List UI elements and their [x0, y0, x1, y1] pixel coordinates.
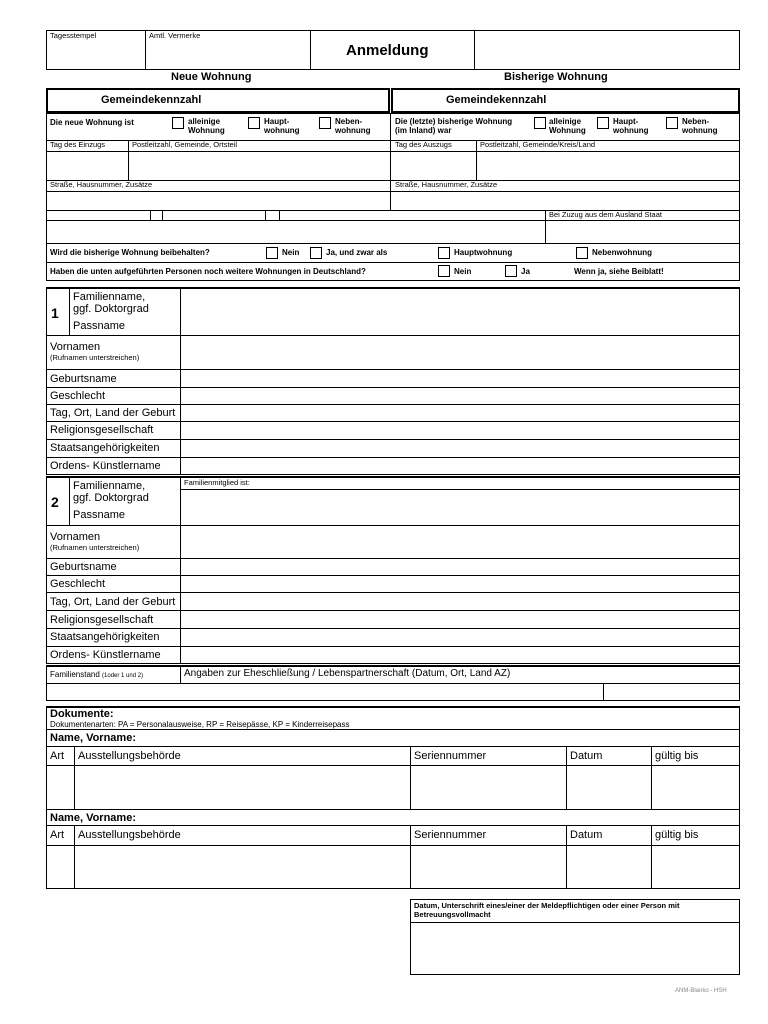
p2-religion-field[interactable]	[181, 611, 739, 628]
dok1-serie-header: Seriennummer	[414, 750, 487, 762]
weitere-wohnungen-question: Haben die unten aufgeführten Personen noch weitere Wohnungen in Deutschland?	[50, 267, 366, 276]
dok1-gueltig-header: gültig bis	[655, 750, 699, 762]
bisherige-war-label: Die (letzte) bisherige Wohnung (im Inland) war	[395, 117, 513, 135]
einzug-field[interactable]	[47, 152, 127, 179]
neben-alt-checkbox[interactable]	[666, 117, 678, 129]
haupt-alt-label: Haupt- wohnung	[613, 117, 649, 135]
weitere-nein-checkbox[interactable]	[438, 265, 450, 277]
dok2-datum-field[interactable]	[567, 846, 651, 888]
tick-162	[162, 210, 163, 220]
neue-wohnung-heading: Neue Wohnung	[171, 71, 252, 83]
p1-geburtsname-label: Geburtsname	[50, 373, 117, 385]
p1-rufnamen-label: (Rufnamen unterstreichen)	[50, 353, 140, 362]
dok-line-746	[46, 746, 740, 747]
dok2-name-label: Name, Vorname:	[50, 812, 136, 824]
gemeindekennzahl-alt-box[interactable]	[391, 88, 740, 113]
p2-geburt-label: Tag, Ort, Land der Geburt	[50, 596, 176, 608]
eheschliessung-label: Angaben zur Eheschließung / Lebenspartnerschaft (Datum, Ort, Land AZ)	[184, 668, 511, 679]
weitere-ja-label: Ja	[521, 267, 530, 276]
p1-religion-label: Religionsgesellschaft	[50, 424, 154, 436]
p2-rufnamen-label: (Rufnamen unterstreichen)	[50, 543, 140, 552]
p1-geschlecht-field[interactable]	[181, 388, 739, 404]
beiblatt-note: Wenn ja, siehe Beiblatt!	[574, 267, 664, 276]
hline-262	[46, 262, 740, 263]
beibehalten-haupt-label: Hauptwohnung	[454, 248, 513, 257]
familienstand-label	[50, 670, 143, 681]
p2-geburtsname-field[interactable]	[181, 559, 739, 575]
beibehalten-nein-label: Nein	[282, 248, 300, 257]
strasse-alt-field[interactable]	[392, 192, 739, 210]
familienstand-field[interactable]	[47, 684, 603, 700]
tick-150	[150, 210, 151, 220]
plz-neu-field[interactable]	[129, 152, 389, 179]
hline-243	[46, 243, 740, 244]
dokumente-title: Dokumente:	[50, 708, 114, 720]
p2-passname-label: Passname	[73, 509, 125, 521]
dok2-gueltig-header: gültig bis	[655, 829, 699, 841]
p1-geschlecht-label: Geschlecht	[50, 390, 106, 402]
p2-doktorgrad-label: ggf. Doktorgrad	[73, 492, 149, 504]
haupt-neu-checkbox[interactable]	[248, 117, 260, 129]
einzug-label: Tag des Einzugs	[50, 140, 106, 149]
plz-neu-label: Postleitzahl, Gemeinde, Ortsteil	[132, 140, 238, 149]
p2-orden-label: Ordens- Künstlername	[50, 649, 161, 661]
auszug-label: Tag des Auszugs	[395, 140, 452, 149]
haupt-neu-label: Haupt- wohnung	[264, 117, 300, 135]
header-divider-1	[145, 30, 146, 70]
dokumentenarten-label: Dokumentenarten: PA = Personalausweise, RP = Reisepässe, KP = Kinderreisepass	[50, 720, 350, 729]
dok1-behoerde-field[interactable]	[75, 766, 410, 809]
dok2-gueltig-field[interactable]	[652, 846, 739, 888]
vermerke-label: Amtl. Vermerke	[149, 31, 201, 40]
dok2-art-field[interactable]	[47, 846, 74, 888]
p1-vornamen-field[interactable]	[181, 336, 739, 369]
person-1-number: 1	[51, 305, 59, 321]
alleinige-alt-label: alleinige Wohnung	[549, 117, 586, 135]
p2-religion-label: Religionsgesellschaft	[50, 614, 154, 626]
p1-passname-label: Passname	[73, 320, 125, 332]
beibehalten-neben-label: Nebenwohnung	[592, 248, 652, 257]
tick-265	[265, 210, 266, 220]
gemeindekennzahl-neu-label: Gemeindekennzahl	[101, 94, 202, 106]
header-divider-2	[310, 30, 311, 70]
strasse-neu-field[interactable]	[47, 192, 389, 210]
dok2-serie-field[interactable]	[411, 846, 566, 888]
gemeindekennzahl-neu-box[interactable]	[46, 88, 390, 113]
p2-geschlecht-field[interactable]	[181, 576, 739, 592]
p2-geschlecht-label: Geschlecht	[50, 578, 106, 590]
beibehalten-haupt-checkbox[interactable]	[438, 247, 450, 259]
p2-vornamen-field[interactable]	[181, 526, 739, 558]
neue-wohnung-ist-label: Die neue Wohnung ist	[50, 118, 134, 127]
gemeindekennzahl-alt-label: Gemeindekennzahl	[446, 94, 547, 106]
neben-neu-checkbox[interactable]	[319, 117, 331, 129]
plz-alt-label: Postleitzahl, Gemeinde/Kreis/Land	[480, 140, 596, 149]
dok1-datum-header: Datum	[570, 750, 603, 762]
signature-field[interactable]	[411, 923, 739, 974]
dok-line-825	[46, 825, 740, 826]
dok1-datum-field[interactable]	[567, 766, 651, 809]
beibehalten-neben-checkbox[interactable]	[576, 247, 588, 259]
beibehalten-question: Wird die bisherige Wohnung beibehalten?	[50, 248, 210, 257]
p1-name-field[interactable]	[181, 288, 739, 335]
strasse-alt-label: Straße, Hausnummer, Zusätze	[395, 180, 498, 189]
person-2-number-divider	[69, 477, 70, 525]
beibehalten-ja-checkbox[interactable]	[310, 247, 322, 259]
dok1-art-header: Art	[50, 750, 65, 762]
dok-line-729	[46, 729, 740, 730]
dok1-name-label: Name, Vorname:	[50, 732, 136, 744]
tick-279	[279, 210, 280, 220]
dok-line-809	[46, 809, 740, 810]
p2-familienmitglied-field[interactable]	[181, 490, 739, 525]
tagesstempel-label: Tagesstempel	[50, 31, 97, 40]
weitere-ja-checkbox[interactable]	[505, 265, 517, 277]
familienstand-field-2[interactable]	[604, 684, 739, 700]
person-1-number-divider	[69, 288, 70, 335]
beibehalten-ja-label: Ja, und zwar als	[326, 248, 388, 257]
weitere-nein-label: Nein	[454, 267, 472, 276]
signature-label: Datum, Unterschrift eines/einer der Meldepflichtigen oder einer Person mit Betreuungsvollmacht	[414, 901, 680, 919]
familienstand-note: (1oder 1 und 2)	[102, 673, 144, 679]
ausland-label: Bei Zuzug aus dem Ausland Staat	[549, 210, 662, 219]
p2-geburtsname-label: Geburtsname	[50, 561, 117, 573]
strasse-neu-label: Straße, Hausnummer, Zusätze	[50, 180, 153, 189]
dok1-behoerde-header: Ausstellungsbehörde	[78, 750, 181, 762]
person-2-number: 2	[51, 494, 59, 510]
dok1-art-field[interactable]	[47, 766, 74, 809]
dok2-behoerde-header: Ausstellungsbehörde	[78, 829, 181, 841]
beibehalten-nein-checkbox[interactable]	[266, 247, 278, 259]
familienstand-text: Familienstand	[50, 670, 100, 679]
p1-orden-field[interactable]	[181, 458, 739, 474]
dok2-serie-header: Seriennummer	[414, 829, 487, 841]
form-title: Anmeldung	[346, 42, 429, 59]
plz-alt-field[interactable]	[477, 152, 739, 179]
p2-staat-label: Staatsangehörigkeiten	[50, 631, 160, 643]
p1-staat-field[interactable]	[181, 440, 739, 457]
p1-orden-label: Ordens- Künstlername	[50, 460, 161, 472]
ausland-field[interactable]	[546, 221, 739, 242]
p2-orden-field[interactable]	[181, 647, 739, 664]
p1-familienname-label: Familienname,	[73, 291, 146, 303]
auszug-field[interactable]	[392, 152, 475, 179]
neben-neu-label: Neben- wohnung	[335, 117, 371, 135]
header-divider-3	[474, 30, 475, 70]
bisherige-wohnung-heading: Bisherige Wohnung	[504, 71, 608, 83]
dok1-serie-field[interactable]	[411, 766, 566, 809]
p1-vornamen-label: Vornamen	[50, 341, 101, 353]
p1-geburt-field[interactable]	[181, 405, 739, 421]
p1-geburtsname-field[interactable]	[181, 370, 739, 387]
p1-staat-label: Staatsangehörigkeiten	[50, 442, 160, 454]
familienstand-divider	[180, 666, 181, 683]
dok1-gueltig-field[interactable]	[652, 766, 739, 809]
footer-code: ANM-Blanko - HSH	[675, 988, 727, 994]
p2-familienname-label: Familienname,	[73, 480, 146, 492]
dok2-art-header: Art	[50, 829, 65, 841]
wohnung-center-divider	[390, 113, 391, 211]
p2-familienmitglied-label: Familienmitglied ist:	[184, 478, 250, 487]
p2-staat-field[interactable]	[181, 629, 739, 646]
alleinige-neu-checkbox[interactable]	[172, 117, 184, 129]
p2-vornamen-label: Vornamen	[50, 531, 101, 543]
p1-doktorgrad-label: ggf. Doktorgrad	[73, 303, 149, 315]
p1-religion-field[interactable]	[181, 422, 739, 439]
p2-geburt-field[interactable]	[181, 593, 739, 610]
p1-geburt-label: Tag, Ort, Land der Geburt	[50, 407, 176, 419]
haupt-alt-checkbox[interactable]	[597, 117, 609, 129]
neben-alt-label: Neben- wohnung	[682, 117, 718, 135]
dok2-datum-header: Datum	[570, 829, 603, 841]
alleinige-alt-checkbox[interactable]	[534, 117, 546, 129]
dok2-behoerde-field[interactable]	[75, 846, 410, 888]
alleinige-neu-label: alleinige Wohnung	[188, 117, 225, 135]
